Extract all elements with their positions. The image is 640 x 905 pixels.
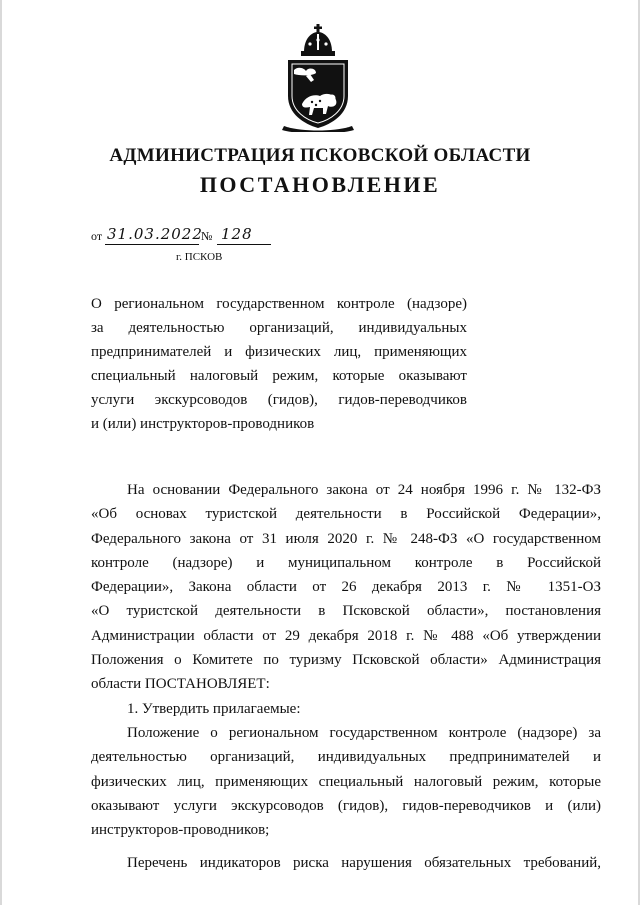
document-type-title: ПОСТАНОВЛЕНИЕ: [199, 172, 441, 197]
body-line: «Об основах туристской деятельности в Российской Федерации»,: [91, 506, 601, 523]
subject-line: и (или) инструкторов-проводников: [91, 416, 315, 432]
handwritten-number: 128: [221, 225, 253, 243]
document-subject: [91, 292, 467, 436]
body-line: деятельностью организаций, индивидуальных предпринимателей и: [91, 749, 601, 766]
date-prefix: от: [91, 229, 103, 243]
scan-edge-left: [0, 0, 2, 905]
body-line: Положение о региональном государственном контроле (надзоре) за: [127, 724, 601, 741]
coat-of-arms-icon: [270, 22, 366, 132]
subject-line: предпринимателей и физических лиц, применяющих: [91, 344, 467, 360]
body-line: 1. Утвердить прилагаемые:: [127, 700, 301, 717]
body-line: контроле (надзоре) и муниципальном контроле в Российской: [91, 554, 601, 571]
body-line: Положения о Комитете по туризму Псковской области» Администрация: [91, 652, 601, 669]
handwritten-date: 31.03.2022: [107, 225, 203, 243]
body-line: Перечень индикаторов риска нарушения обязательных требований,: [127, 855, 601, 872]
body-line: «О туристской деятельности в Псковской области», постановления: [91, 603, 601, 620]
document-body: [91, 478, 601, 876]
subject-line: специальный налоговый режим, которые оказывают: [91, 368, 467, 384]
date-underline: [105, 244, 199, 245]
city-label: г. ПСКОВ: [176, 251, 223, 263]
body-line: Федерации», Закона области от 26 декабря 2013 г. № 1351-ОЗ: [91, 579, 601, 596]
subject-line: за деятельностью организаций, индивидуальных: [91, 320, 467, 336]
subject-line: О региональном государственном контроле (надзоре): [91, 296, 467, 312]
number-underline: [217, 244, 271, 245]
subject-line: услуги экскурсоводов (гидов), гидов-переводчиков: [91, 392, 467, 408]
body-line: области ПОСТАНОВЛЯЕТ:: [91, 676, 270, 693]
number-prefix: №: [201, 229, 213, 243]
body-line: Федерального закона от 31 июля 2020 г. № 248-ФЗ «О государственном: [91, 530, 601, 547]
organization-title: АДМИНИСТРАЦИЯ ПСКОВСКОЙ ОБЛАСТИ: [109, 145, 531, 166]
body-line: оказывают услуги экскурсоводов (гидов), гидов-переводчиков и (или): [91, 797, 601, 814]
body-line: инструкторов-проводников;: [91, 822, 270, 839]
body-line: физических лиц, применяющих специальный налоговый режим, которые: [91, 773, 601, 790]
body-line: Администрации области от 29 декабря 2018 г. № 488 «Об утверждении: [91, 627, 601, 644]
body-line: На основании Федерального закона от 24 ноября 1996 г. № 132-ФЗ: [127, 482, 601, 498]
date-number-line: [91, 224, 271, 246]
